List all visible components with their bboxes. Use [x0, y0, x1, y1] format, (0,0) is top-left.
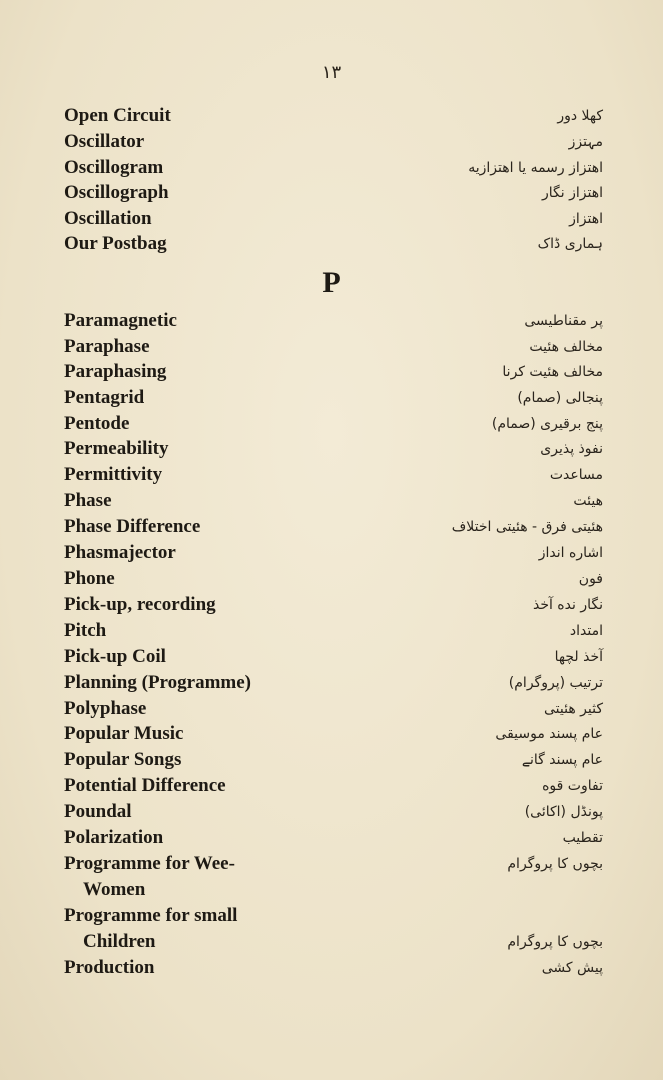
entry-row	[0, 956, 663, 980]
english-term: Popular Songs	[64, 749, 182, 770]
english-term: Programme for Wee-	[64, 853, 235, 874]
english-term: Potential Difference	[64, 775, 226, 796]
urdu-term: مخالف هئیت	[529, 339, 603, 355]
urdu-term: پیش کشی	[541, 960, 603, 976]
urdu-term: کھلا دور	[557, 108, 603, 124]
english-term: Permittivity	[64, 464, 163, 485]
english-term: Poundal	[64, 801, 132, 822]
english-term: Paraphasing	[64, 361, 167, 382]
entry-row	[0, 156, 663, 180]
english-term: Oscillation	[64, 208, 152, 229]
entry-row	[0, 489, 663, 513]
english-term: Women	[83, 879, 146, 900]
entry-row	[0, 619, 663, 643]
entry-row	[0, 232, 663, 256]
urdu-term: فون	[578, 571, 603, 587]
english-term: Oscillogram	[64, 157, 164, 178]
entry-row	[0, 697, 663, 721]
english-term: Paraphase	[64, 336, 150, 357]
urdu-term: پونڈل (اکائی)	[524, 804, 603, 820]
english-term: Pitch	[64, 620, 107, 641]
entry-row	[0, 412, 663, 436]
english-term: Pick-up Coil	[64, 646, 166, 667]
entry-row	[0, 515, 663, 539]
english-term: Pentagrid	[64, 387, 145, 408]
urdu-term: بچوں کا پروگرام	[507, 934, 603, 950]
english-term: Permeability	[64, 438, 169, 459]
entry-row	[0, 437, 663, 461]
entry-row	[0, 930, 663, 954]
entry-row	[0, 130, 663, 154]
entry-row	[0, 722, 663, 746]
entry-row	[0, 309, 663, 333]
urdu-term: اشاره انداز	[538, 545, 603, 561]
urdu-term: اهتزاز رسمه یا اهتزازیه	[468, 160, 603, 176]
entry-row	[0, 335, 663, 359]
english-term: Oscillator	[64, 131, 145, 152]
urdu-term: مہتزز	[568, 134, 603, 150]
entry-row	[0, 593, 663, 617]
entry-row	[0, 852, 663, 876]
entry-row	[0, 800, 663, 824]
english-term: Production	[64, 957, 155, 978]
english-term: Polyphase	[64, 698, 147, 719]
english-term: Phase Difference	[64, 516, 201, 537]
english-term: Programme for small	[64, 905, 238, 926]
urdu-term: پنجالی (صمام)	[517, 390, 603, 406]
section-heading: P	[322, 266, 341, 299]
english-term: Planning (Programme)	[64, 672, 251, 693]
english-term: Polarization	[64, 827, 164, 848]
entry-row	[0, 645, 663, 669]
urdu-term: آخذ لچھا	[554, 649, 603, 665]
urdu-term: مساعدت	[549, 467, 603, 483]
entry-row	[0, 878, 663, 902]
urdu-term: بچوں کا پروگرام	[507, 856, 603, 872]
urdu-term: نگار نده آخذ	[532, 597, 603, 613]
urdu-term: ہماری ڈاک	[537, 236, 603, 252]
entry-row	[0, 567, 663, 591]
english-term: Children	[83, 931, 156, 952]
entry-row	[0, 671, 663, 695]
urdu-term: هئیتی فرق - هئیتی اختلاف	[451, 519, 603, 535]
entry-row	[0, 181, 663, 205]
entry-row	[0, 360, 663, 384]
english-term: Open Circuit	[64, 105, 171, 126]
english-term: Paramagnetic	[64, 310, 177, 331]
urdu-term: مخالف هئیت کرنا	[502, 364, 603, 380]
urdu-term: تقطیب	[562, 830, 603, 846]
entry-row	[0, 904, 663, 928]
urdu-term: اهتزاز	[569, 211, 603, 227]
urdu-term: تفاوت قوه	[542, 778, 603, 794]
entry-row	[0, 748, 663, 772]
urdu-term: پنج برقیری (صمام)	[491, 416, 603, 432]
english-term: Phase	[64, 490, 112, 511]
entry-row	[0, 463, 663, 487]
urdu-term: هیئت	[573, 493, 603, 509]
english-term: Pick-up, recording	[64, 594, 216, 615]
urdu-term: پر مقناطیسی	[524, 313, 603, 329]
urdu-term: عام پسند موسیقی	[495, 726, 603, 742]
entry-row	[0, 826, 663, 850]
urdu-term: کثیر هئیتی	[543, 701, 603, 717]
entry-row	[0, 774, 663, 798]
urdu-term: عام پسند گانے	[521, 752, 603, 768]
urdu-term: امتداد	[569, 623, 603, 639]
entry-row	[0, 104, 663, 128]
english-term: Phasmajector	[64, 542, 176, 563]
urdu-term: ترتیب (پروگرام)	[508, 675, 603, 691]
english-term: Popular Music	[64, 723, 184, 744]
english-term: Pentode	[64, 413, 130, 434]
english-term: Oscillograph	[64, 182, 169, 203]
urdu-term: نفوذ پذیری	[540, 441, 603, 457]
entry-row	[0, 386, 663, 410]
entry-row	[0, 541, 663, 565]
english-term: Our Postbag	[64, 233, 167, 254]
entry-row	[0, 207, 663, 231]
urdu-term: اهتزاز نگار	[542, 185, 603, 201]
page-number: ۱۳	[321, 62, 342, 82]
english-term: Phone	[64, 568, 115, 589]
